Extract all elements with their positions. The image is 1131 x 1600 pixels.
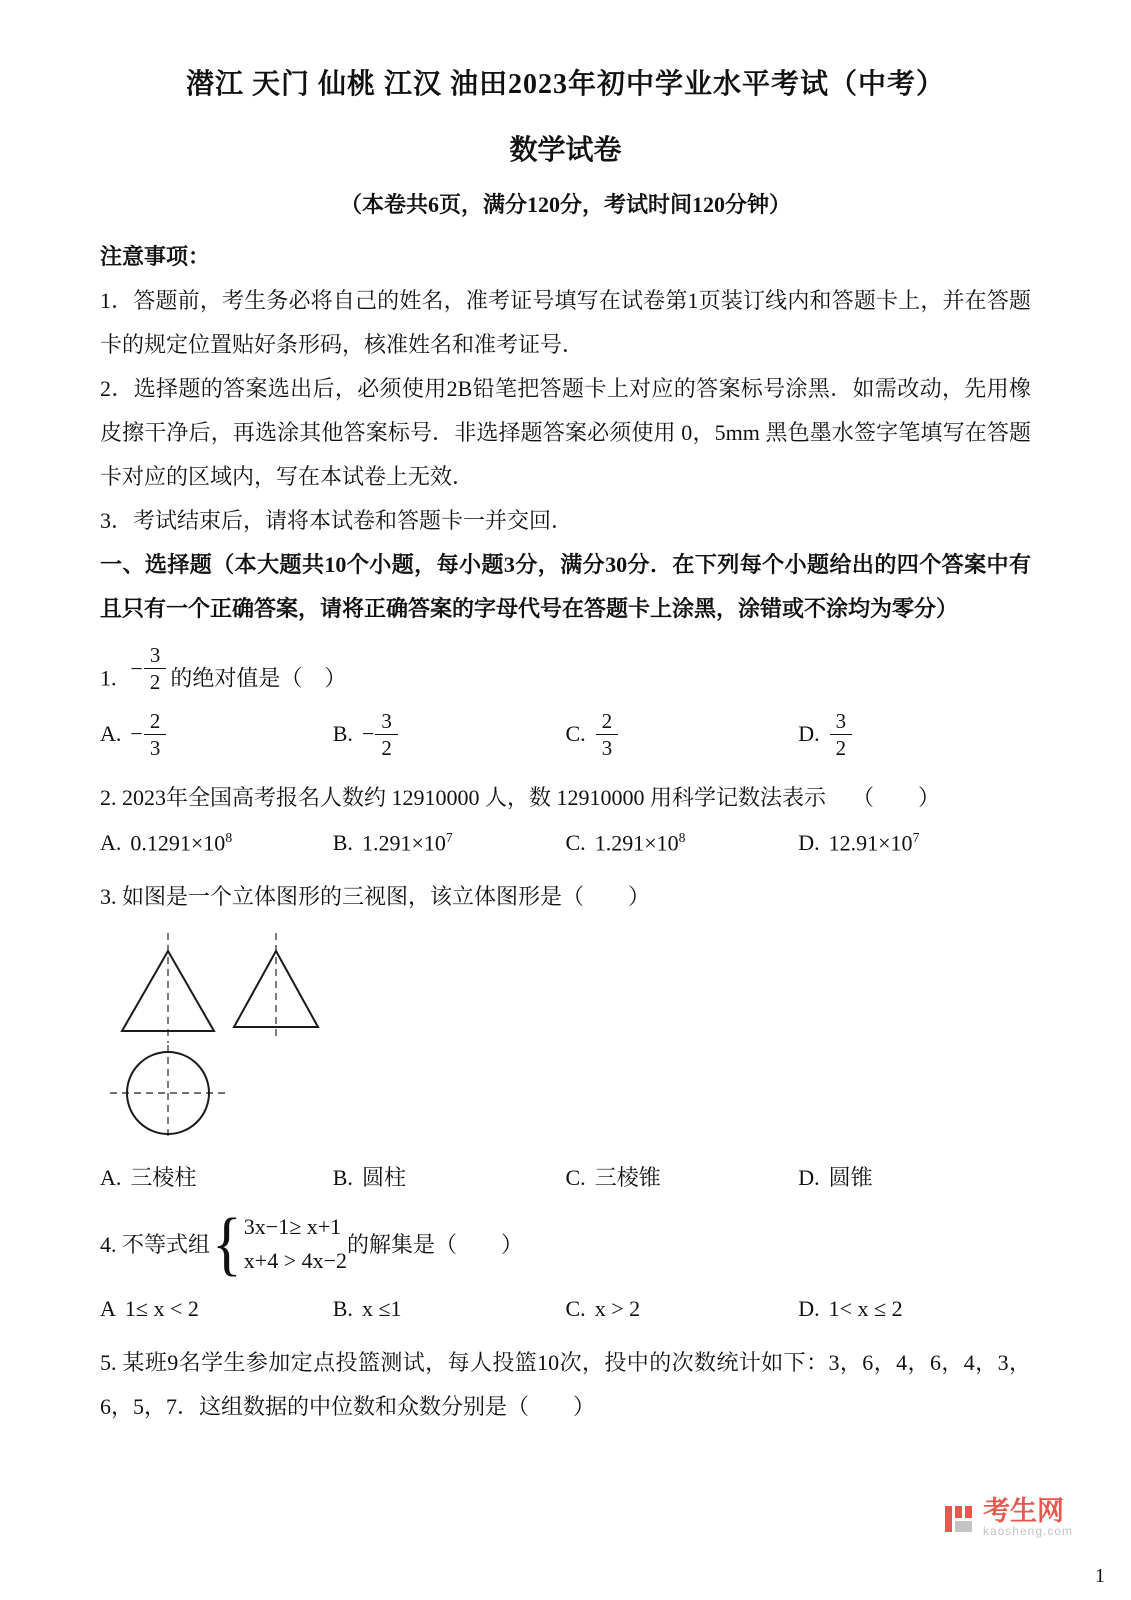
q4-option-c (566, 1294, 799, 1325)
fraction: $\frac{3}{2}$ (375, 709, 397, 760)
notice-heading: 注意事项： (100, 244, 211, 269)
exam-meta: （本卷共6页，满分120分，考试时间120分钟） (339, 192, 791, 217)
q2-option-c (566, 828, 799, 859)
q3-option-a (100, 1163, 333, 1194)
q2-option-d (798, 828, 1031, 859)
option-label: A. (100, 1164, 122, 1190)
question-3 (100, 875, 1031, 919)
q4-option-d (798, 1294, 1031, 1325)
q1-options (100, 709, 1031, 760)
scientific-notation: $1.291\times 10^8$ (594, 829, 686, 855)
q1-option-b (333, 709, 566, 760)
q2-options (100, 828, 1031, 859)
exam-header (100, 62, 1031, 219)
option-label: D. (798, 1164, 820, 1190)
option-label: C. (565, 720, 586, 746)
watermark-domain: kaosheng.com (982, 1524, 1073, 1539)
scientific-notation: $12.91\times 10^7$ (828, 829, 920, 855)
kaosheng-logo-icon (943, 1502, 975, 1534)
fraction-sign: − (361, 720, 375, 746)
q3-option-b (333, 1163, 566, 1194)
watermark-name: 考生网 (982, 1496, 1064, 1527)
fraction-sign: − (130, 655, 143, 681)
option-text: 三棱锥 (594, 1164, 661, 1190)
option-text: 1≤ x < 2 (124, 1295, 199, 1321)
fraction: $\frac{3}{2}$ (830, 709, 852, 760)
question-1 (100, 643, 1031, 701)
q4-suffix: 的解集是（ ） (347, 1232, 524, 1258)
q3-option-d (798, 1163, 1031, 1194)
fraction-sign: − (130, 720, 143, 746)
question-4 (100, 1204, 1031, 1283)
option-text: 圆锥 (828, 1164, 873, 1190)
fraction: $\frac{3}{2}$ (144, 643, 166, 694)
section-heading: 一、选择题（本大题共10个小题，每小题3分，满分30分．在下列每个小题给出的四个答案中有且只有一个正确答案，请将正确答案的字母代号在答题卡上涂黑，涂错或不涂均为零分） (100, 552, 1031, 621)
exam-subtitle: 数学试卷 (509, 135, 622, 166)
q1-fraction (131, 643, 167, 694)
q1-option-a (100, 709, 333, 760)
notice-item-1: 1．答题前，考生务必将自己的姓名，准考证号填写在试卷第1页装订线内和答题卡上，并在答题卡的规定位置贴好条形码，核准姓名和准考证号． (100, 288, 1031, 357)
option-label: B. (332, 720, 353, 746)
exam-title: 潜江 天门 仙桃 江汉 油田2023年初中学业水平考试（中考） (185, 69, 945, 100)
left-brace: { (212, 1204, 242, 1283)
option-text: 1< x ≤ 2 (828, 1295, 903, 1321)
top-view-circle (110, 1045, 226, 1141)
option-text: x > 2 (594, 1295, 641, 1321)
side-view-triangle (234, 933, 318, 1039)
option-label: D. (798, 720, 820, 746)
three-views-figure (108, 929, 1031, 1155)
option-label: B. (332, 1164, 353, 1190)
fraction: $\frac{2}{3}$ (144, 709, 166, 760)
scientific-notation: $0.1291\times 10^8$ (130, 829, 233, 855)
watermark (943, 1497, 1073, 1538)
front-view-triangle (122, 933, 214, 1043)
page-number: 1 (1095, 1565, 1105, 1587)
q2-option-b (333, 828, 566, 859)
fraction: $\frac{2}{3}$ (596, 709, 618, 760)
option-label: D. (798, 1295, 820, 1321)
q4-option-a (100, 1294, 333, 1325)
question-5: 5. 某班9名学生参加定点投篮测试，每人投篮10次，投中的次数统计如下：3，6，4，6，4，3，6，5，7．这组数据的中位数和众数分别是（ ） (100, 1349, 1031, 1419)
option-text: 三棱柱 (130, 1164, 197, 1190)
q1-option-d (798, 709, 1031, 760)
q3-options (100, 1163, 1031, 1194)
q3-text: 3. 如图是一个立体图形的三视图，该立体图形是（ ） (100, 883, 651, 909)
option-label: C. (565, 1164, 586, 1190)
notice-item-2: 2．选择题的答案选出后，必须使用2B铅笔把答题卡上对应的答案标号涂黑．如需改动，先用橡皮擦干净后，再选涂其他答案标号．非选择题答案必须使用 0，5mm 黑色墨水签字笔填写在答题卡对应的区域内，写在本试卷上无效． (100, 376, 1031, 489)
scientific-notation: $1.291\times 10^7$ (361, 829, 453, 855)
q1-number: 1. (100, 665, 117, 691)
inequality-line-1: 3x−1≥ x+1 (243, 1213, 342, 1239)
option-label: B. (332, 1295, 353, 1321)
inequality-line-2: x+4 > 4x−2 (243, 1247, 348, 1273)
option-label: C. (565, 829, 586, 855)
option-label: B. (332, 829, 353, 855)
q2-option-a (100, 828, 333, 859)
option-label: A (100, 1295, 116, 1321)
q3-option-c (566, 1163, 799, 1194)
option-label: D. (798, 829, 820, 855)
option-label: A. (100, 829, 122, 855)
q1-text: 的绝对值是（ ） (170, 665, 347, 691)
question-2 (100, 776, 1031, 820)
option-text: x ≤1 (361, 1295, 402, 1321)
notice-item-3: 3．考试结束后，请将本试卷和答题卡一并交回． (100, 508, 574, 533)
q2-answer-paren: （ ） (852, 784, 941, 810)
q4-option-b (333, 1294, 566, 1325)
q4-options (100, 1294, 1031, 1325)
option-text: 圆柱 (361, 1164, 406, 1190)
inequality-system (244, 1210, 347, 1278)
q2-text: 2. 2023年全国高考报名人数约 12910000 人，数 12910000 用科学记数法表示 (100, 784, 827, 810)
option-label: C. (565, 1295, 586, 1321)
q4-prefix: 4. 不等式组 (100, 1232, 211, 1258)
option-label: A. (100, 720, 122, 746)
q1-option-c (566, 709, 799, 760)
